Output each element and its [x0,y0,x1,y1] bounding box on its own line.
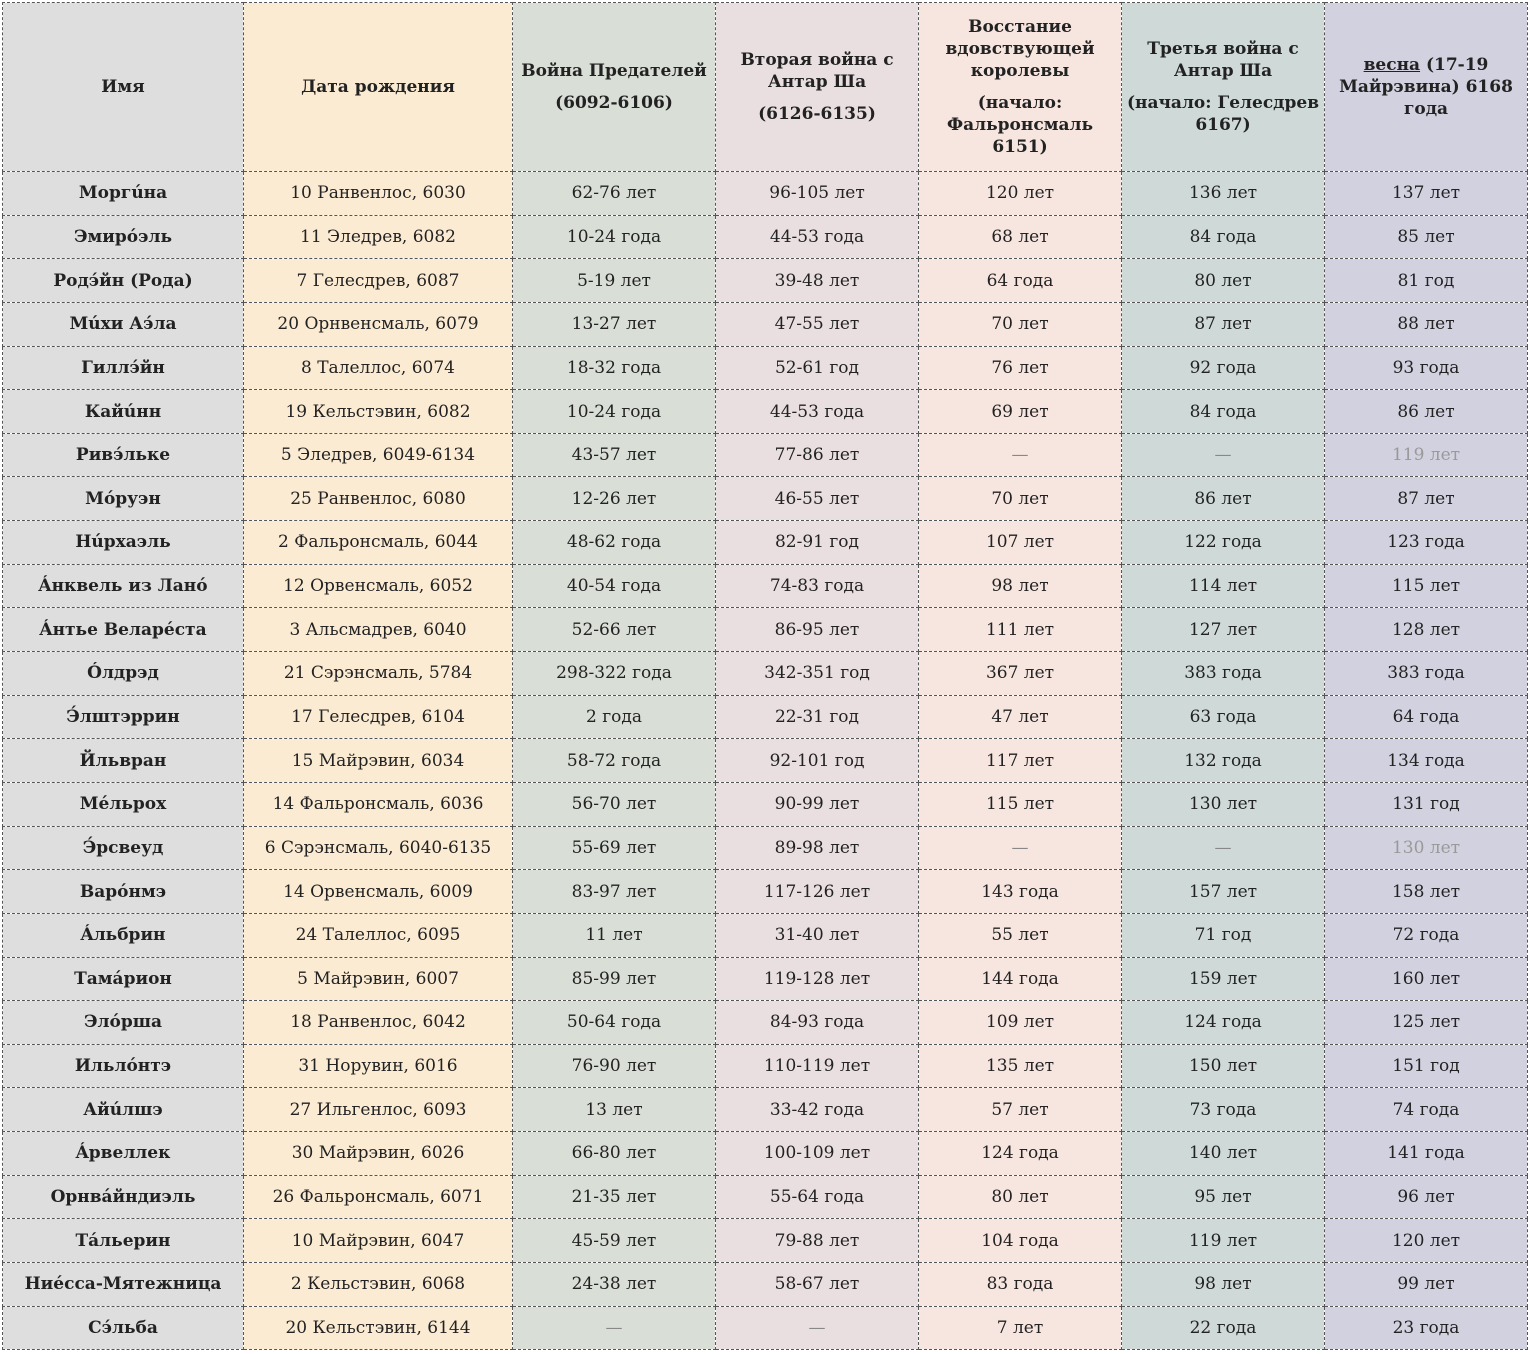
birth-date-cell: 12 Орвенсмаль, 6052 [244,564,513,608]
second-war-age-cell: 89-98 лет [716,826,919,870]
spring-age-cell: 86 лет [1325,390,1528,434]
third-war-age-cell: — [1122,826,1325,870]
revolt-age-cell: 68 лет [919,215,1122,259]
birth-date-cell: 31 Норувин, 6016 [244,1044,513,1088]
birth-date-cell: 5 Эледрев, 6049-6134 [244,433,513,477]
table-row [3,913,1528,957]
traitors-war-age-cell: 18-32 года [513,346,716,390]
revolt-age-cell: 109 лет [919,1001,1122,1045]
traitors-war-age-cell: 45-59 лет [513,1219,716,1263]
birth-date-cell: 8 Талеллос, 6074 [244,346,513,390]
table-row [3,433,1528,477]
revolt-age-cell: 47 лет [919,695,1122,739]
birth-date-cell: 15 Майрэвин, 6034 [244,739,513,783]
spring-age-cell: 23 года [1325,1306,1528,1350]
traitors-war-age-cell: 11 лет [513,913,716,957]
header-name: Имя [3,3,244,172]
revolt-age-cell: 104 года [919,1219,1122,1263]
table-row [3,215,1528,259]
birth-date-cell: 19 Кельстэвин, 6082 [244,390,513,434]
birth-date-cell: 14 Орвенсмаль, 6009 [244,870,513,914]
third-war-age-cell: 122 года [1122,521,1325,565]
table-row [3,826,1528,870]
third-war-age-cell: 383 года [1122,652,1325,696]
table-row [3,346,1528,390]
spring-age-cell: 99 лет [1325,1263,1528,1307]
spring-age-cell: 115 лет [1325,564,1528,608]
second-war-age-cell: 90-99 лет [716,782,919,826]
third-war-age-cell: 86 лет [1122,477,1325,521]
revolt-age-cell: 107 лет [919,521,1122,565]
table-body [3,172,1528,1350]
name-cell: Элóрша [3,1001,244,1045]
name-cell: Ниéсса-Мятежница [3,1263,244,1307]
table-row [3,1175,1528,1219]
second-war-age-cell: 79-88 лет [716,1219,919,1263]
name-cell: Э́рсвеуд [3,826,244,870]
birth-date-cell: 24 Талеллос, 6095 [244,913,513,957]
birth-date-cell: 18 Ранвенлос, 6042 [244,1001,513,1045]
revolt-age-cell: — [919,826,1122,870]
name-cell: Йльвран [3,739,244,783]
second-war-age-cell: 74-83 года [716,564,919,608]
table-row [3,564,1528,608]
birth-date-cell: 14 Фальронсмаль, 6036 [244,782,513,826]
revolt-age-cell: 367 лет [919,652,1122,696]
second-war-age-cell: 342-351 год [716,652,919,696]
third-war-age-cell: 130 лет [1122,782,1325,826]
revolt-age-cell: 69 лет [919,390,1122,434]
table-row [3,1132,1528,1176]
header-second-antar-sha-war: Вторая война с Антар Ша (6126-6135) [716,3,919,172]
second-war-age-cell: 44-53 года [716,390,919,434]
second-war-age-cell: 55-64 года [716,1175,919,1219]
table-row [3,1088,1528,1132]
traitors-war-age-cell: 43-57 лет [513,433,716,477]
table-row [3,1263,1528,1307]
name-cell: Тáльерин [3,1219,244,1263]
third-war-age-cell: 114 лет [1122,564,1325,608]
name-cell: Ильлóнтэ [3,1044,244,1088]
name-cell: Нúрхаэль [3,521,244,565]
traitors-war-age-cell: 13 лет [513,1088,716,1132]
traitors-war-age-cell: 58-72 года [513,739,716,783]
name-cell: Айúлшэ [3,1088,244,1132]
third-war-age-cell: 119 лет [1122,1219,1325,1263]
table-row [3,608,1528,652]
header-traitors-war: Война Предателей (6092-6106) [513,3,716,172]
revolt-age-cell: 111 лет [919,608,1122,652]
table-row [3,521,1528,565]
header-row [3,3,1528,172]
name-cell: Мóруэн [3,477,244,521]
revolt-age-cell: 124 года [919,1132,1122,1176]
traitors-war-age-cell: 12-26 лет [513,477,716,521]
birth-date-cell: 2 Кельстэвин, 6068 [244,1263,513,1307]
second-war-age-cell: 92-101 год [716,739,919,783]
revolt-age-cell: 135 лет [919,1044,1122,1088]
third-war-age-cell: 98 лет [1122,1263,1325,1307]
second-war-age-cell: 82-91 год [716,521,919,565]
birth-date-cell: 10 Ранвенлос, 6030 [244,172,513,216]
spring-age-cell: 64 года [1325,695,1528,739]
second-war-age-cell: 46-55 лет [716,477,919,521]
birth-date-cell: 11 Эледрев, 6082 [244,215,513,259]
traitors-war-age-cell: 2 года [513,695,716,739]
table-row [3,259,1528,303]
third-war-age-cell: 84 года [1122,390,1325,434]
name-cell: Орнвáйндиэль [3,1175,244,1219]
name-cell: Сэ́льба [3,1306,244,1350]
traitors-war-age-cell: 83-97 лет [513,870,716,914]
second-war-age-cell: 110-119 лет [716,1044,919,1088]
traitors-war-age-cell: 5-19 лет [513,259,716,303]
third-war-age-cell: — [1122,433,1325,477]
traitors-war-age-cell: 21-35 лет [513,1175,716,1219]
revolt-age-cell: 143 года [919,870,1122,914]
table-row [3,302,1528,346]
third-war-age-cell: 71 год [1122,913,1325,957]
second-war-age-cell: — [716,1306,919,1350]
characters-age-table [2,2,1528,1350]
spring-age-cell: 158 лет [1325,870,1528,914]
table-row [3,1001,1528,1045]
second-war-age-cell: 52-61 год [716,346,919,390]
revolt-age-cell: 144 года [919,957,1122,1001]
revolt-age-cell: 76 лет [919,346,1122,390]
birth-date-cell: 2 Фальронсмаль, 6044 [244,521,513,565]
header-birth-date: Дата рождения [244,3,513,172]
birth-date-cell: 17 Гелесдрев, 6104 [244,695,513,739]
name-cell: Моргúна [3,172,244,216]
traitors-war-age-cell: 24-38 лет [513,1263,716,1307]
second-war-age-cell: 86-95 лет [716,608,919,652]
table-row [3,1044,1528,1088]
spring-age-cell: 137 лет [1325,172,1528,216]
second-war-age-cell: 96-105 лет [716,172,919,216]
traitors-war-age-cell: 52-66 лет [513,608,716,652]
spring-age-cell: 123 года [1325,521,1528,565]
header-spring-6168: весна (17-19 Майрэвина) 6168 года [1325,3,1528,172]
name-cell: Кайúнн [3,390,244,434]
birth-date-cell: 26 Фальронсмаль, 6071 [244,1175,513,1219]
spring-age-cell: 96 лет [1325,1175,1528,1219]
header-dowager-queen-revolt: Восстание вдовствующей королевы (начало: Фальронсмаль 6151) [919,3,1122,172]
revolt-age-cell: 120 лет [919,172,1122,216]
spring-age-cell: 151 год [1325,1044,1528,1088]
name-cell: Э́лштэррин [3,695,244,739]
revolt-age-cell: 70 лет [919,477,1122,521]
revolt-age-cell: 70 лет [919,302,1122,346]
spring-age-cell: 85 лет [1325,215,1528,259]
spring-age-cell: 160 лет [1325,957,1528,1001]
birth-date-cell: 25 Ранвенлос, 6080 [244,477,513,521]
third-war-age-cell: 73 года [1122,1088,1325,1132]
birth-date-cell: 5 Майрэвин, 6007 [244,957,513,1001]
name-cell: Варóнмэ [3,870,244,914]
second-war-age-cell: 58-67 лет [716,1263,919,1307]
second-war-age-cell: 47-55 лет [716,302,919,346]
table-row [3,870,1528,914]
revolt-age-cell: 64 года [919,259,1122,303]
revolt-age-cell: 98 лет [919,564,1122,608]
spring-age-cell: 88 лет [1325,302,1528,346]
name-cell: Áнквель из Ланó [3,564,244,608]
birth-date-cell: 21 Сэрэнсмаль, 5784 [244,652,513,696]
birth-date-cell: 10 Майрэвин, 6047 [244,1219,513,1263]
revolt-age-cell: 7 лет [919,1306,1122,1350]
second-war-age-cell: 117-126 лет [716,870,919,914]
traitors-war-age-cell: 85-99 лет [513,957,716,1001]
third-war-age-cell: 22 года [1122,1306,1325,1350]
name-cell: Родэ́йн (Рода) [3,259,244,303]
spring-age-cell: 128 лет [1325,608,1528,652]
table-row [3,1306,1528,1350]
spring-age-cell: 81 год [1325,259,1528,303]
second-war-age-cell: 44-53 года [716,215,919,259]
third-war-age-cell: 80 лет [1122,259,1325,303]
spring-link[interactable]: весна [1363,54,1421,75]
traitors-war-age-cell: 10-24 года [513,215,716,259]
spring-age-cell: 141 года [1325,1132,1528,1176]
birth-date-cell: 30 Майрэвин, 6026 [244,1132,513,1176]
traitors-war-age-cell: 76-90 лет [513,1044,716,1088]
birth-date-cell: 7 Гелесдрев, 6087 [244,259,513,303]
second-war-age-cell: 33-42 года [716,1088,919,1132]
name-cell: Тамáрион [3,957,244,1001]
traitors-war-age-cell: 62-76 лет [513,172,716,216]
revolt-age-cell: 55 лет [919,913,1122,957]
table-row [3,652,1528,696]
second-war-age-cell: 100-109 лет [716,1132,919,1176]
third-war-age-cell: 84 года [1122,215,1325,259]
name-cell: Эмирóэль [3,215,244,259]
revolt-age-cell: 80 лет [919,1175,1122,1219]
second-war-age-cell: 31-40 лет [716,913,919,957]
table-row [3,739,1528,783]
revolt-age-cell: 115 лет [919,782,1122,826]
name-cell: Óлдрэд [3,652,244,696]
name-cell: Áльбрин [3,913,244,957]
traitors-war-age-cell: 48-62 года [513,521,716,565]
spring-age-cell: 87 лет [1325,477,1528,521]
spring-age-cell: 125 лет [1325,1001,1528,1045]
spring-age-cell: 134 года [1325,739,1528,783]
third-war-age-cell: 136 лет [1122,172,1325,216]
traitors-war-age-cell: 55-69 лет [513,826,716,870]
name-cell: Ривэ́льке [3,433,244,477]
third-war-age-cell: 140 лет [1122,1132,1325,1176]
spring-age-cell: 93 года [1325,346,1528,390]
third-war-age-cell: 157 лет [1122,870,1325,914]
spring-age-cell: 130 лет [1325,826,1528,870]
revolt-age-cell: 57 лет [919,1088,1122,1132]
third-war-age-cell: 127 лет [1122,608,1325,652]
third-war-age-cell: 92 года [1122,346,1325,390]
table-row [3,477,1528,521]
traitors-war-age-cell: 56-70 лет [513,782,716,826]
name-cell: Мéльрох [3,782,244,826]
revolt-age-cell: 83 года [919,1263,1122,1307]
second-war-age-cell: 77-86 лет [716,433,919,477]
traitors-war-age-cell: 66-80 лет [513,1132,716,1176]
header-third-antar-sha-war: Третья война с Антар Ша (начало: Гелесдрев 6167) [1122,3,1325,172]
spring-age-cell: 120 лет [1325,1219,1528,1263]
revolt-age-cell: 117 лет [919,739,1122,783]
third-war-age-cell: 63 года [1122,695,1325,739]
birth-date-cell: 27 Ильгенлос, 6093 [244,1088,513,1132]
birth-date-cell: 6 Сэрэнсмаль, 6040-6135 [244,826,513,870]
third-war-age-cell: 95 лет [1122,1175,1325,1219]
traitors-war-age-cell: 40-54 года [513,564,716,608]
birth-date-cell: 3 Альсмадрев, 6040 [244,608,513,652]
second-war-age-cell: 84-93 года [716,1001,919,1045]
table-row [3,390,1528,434]
third-war-age-cell: 132 года [1122,739,1325,783]
name-cell: Áрвеллек [3,1132,244,1176]
revolt-age-cell: — [919,433,1122,477]
table-row [3,1219,1528,1263]
spring-age-cell: 74 года [1325,1088,1528,1132]
traitors-war-age-cell: 50-64 года [513,1001,716,1045]
table-row [3,172,1528,216]
name-cell: Мúхи Аэ́ла [3,302,244,346]
name-cell: Гиллэ́йн [3,346,244,390]
traitors-war-age-cell: 298-322 года [513,652,716,696]
second-war-age-cell: 119-128 лет [716,957,919,1001]
spring-age-cell: 119 лет [1325,433,1528,477]
traitors-war-age-cell: 13-27 лет [513,302,716,346]
table-row [3,957,1528,1001]
third-war-age-cell: 150 лет [1122,1044,1325,1088]
spring-age-cell: 72 года [1325,913,1528,957]
birth-date-cell: 20 Орнвенсмаль, 6079 [244,302,513,346]
third-war-age-cell: 159 лет [1122,957,1325,1001]
birth-date-cell: 20 Кельстэвин, 6144 [244,1306,513,1350]
second-war-age-cell: 22-31 год [716,695,919,739]
traitors-war-age-cell: — [513,1306,716,1350]
name-cell: Áнтье Веларéста [3,608,244,652]
third-war-age-cell: 124 года [1122,1001,1325,1045]
traitors-war-age-cell: 10-24 года [513,390,716,434]
second-war-age-cell: 39-48 лет [716,259,919,303]
spring-age-cell: 131 год [1325,782,1528,826]
table-row [3,695,1528,739]
spring-age-cell: 383 года [1325,652,1528,696]
third-war-age-cell: 87 лет [1122,302,1325,346]
table-row [3,782,1528,826]
